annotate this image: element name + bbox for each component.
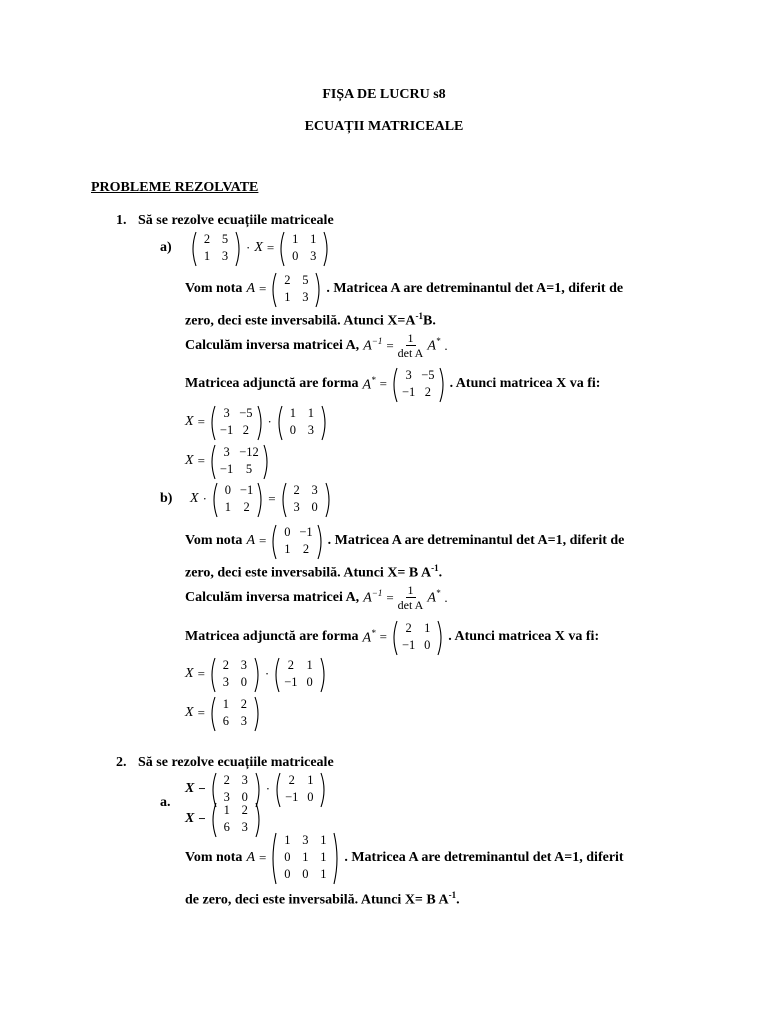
right-paren <box>235 231 242 267</box>
line-1b-adj <box>185 620 599 654</box>
matrix-cell: 3 <box>307 423 314 437</box>
right-paren <box>317 524 324 560</box>
matrix-b-A-repeat <box>270 524 323 558</box>
left-paren <box>280 482 287 518</box>
right-paren <box>323 231 330 267</box>
matrix-cell: 3 <box>223 445 230 459</box>
line-1b-zero <box>185 563 442 582</box>
matrix-cell: 3 <box>240 714 248 728</box>
right-paren <box>325 482 332 518</box>
matrix-cell: 0 <box>306 675 313 689</box>
matrix-cell: 2 <box>243 500 250 514</box>
problem-1-text: Să se rezolve ecuațiile matriceale <box>138 213 334 228</box>
left-paren <box>209 657 216 693</box>
right-paren <box>320 657 327 693</box>
left-paren <box>270 832 277 885</box>
matrix-cell: 5 <box>245 462 253 476</box>
label-1b: b) <box>160 491 173 506</box>
matrix-cell: 0 <box>311 500 318 514</box>
matrix-cell: 6 <box>223 820 230 834</box>
matrix-a-B-repeat <box>276 405 328 439</box>
matrix-cell: 1 <box>302 850 309 864</box>
problem-2-number: 2. <box>116 755 127 770</box>
fraction-1-over-det: $\frac{1}{\text{det A}}$ <box>397 583 424 612</box>
var-a: A <box>246 281 255 296</box>
matrix-cell: 1 <box>307 406 314 420</box>
equals-op: = <box>379 376 387 391</box>
right-paren <box>333 832 340 885</box>
matrix-cell: 2 <box>424 385 432 399</box>
matrix-cell: −1 <box>401 638 416 652</box>
matrix-cell: 1 <box>320 833 327 847</box>
matrix-cell: 1 <box>284 542 291 556</box>
problem-2-text: Să se rezolve ecuațiile matriceale <box>138 755 334 770</box>
var-x: X <box>190 491 199 506</box>
vom-nota-1a: Vom nota <box>185 281 243 296</box>
right-paren <box>320 772 327 808</box>
matrix-cell: 3 <box>241 820 248 834</box>
period: . <box>444 337 448 353</box>
line-1b-x <box>185 657 327 691</box>
matrix-cell: −1 <box>401 385 416 399</box>
matrix-a-adj <box>391 367 446 401</box>
matrix-cell: 3 <box>240 658 248 672</box>
left-paren <box>278 231 285 267</box>
matrix-cell: 3 <box>293 500 300 514</box>
matrix-cell: 0 <box>224 483 232 497</box>
dot-op: · <box>202 491 207 506</box>
problem-1-heading <box>116 213 334 229</box>
section-heading: PROBLEME REZOLVATE <box>91 180 259 195</box>
matrix-cell: 2 <box>241 803 248 817</box>
matrix-cell: 0 <box>292 249 299 263</box>
det-text-2a: . Matricea A are detreminantul det A=1, diferit <box>344 849 624 865</box>
matrix-cell: 6 <box>222 714 230 728</box>
matrix-cell: 1 <box>310 232 317 246</box>
page-title: FIȘA DE LUCRU s8 <box>322 87 446 102</box>
label-2a: a. <box>160 795 171 810</box>
inv-sup-1b: -1 <box>431 563 439 573</box>
matrix-cell: 3 <box>302 833 309 847</box>
equals-op: = <box>197 705 205 720</box>
eq-2a-line2 <box>185 802 262 836</box>
var-x: X <box>185 705 194 720</box>
matrix-cell: 3 <box>302 290 309 304</box>
left-paren <box>190 231 197 267</box>
equals-op: = <box>386 589 394 605</box>
matrix-cell: 1 <box>289 406 296 420</box>
line-1a-adj <box>185 367 600 401</box>
equals-op: = <box>197 414 205 429</box>
matrix-cell: 1 <box>203 249 211 263</box>
matrix-cell: 3 <box>222 675 230 689</box>
matrix-cell: 5 <box>302 273 309 287</box>
matrix-cell: 1 <box>306 658 313 672</box>
right-paren <box>315 272 322 308</box>
eq-1a <box>160 231 330 265</box>
matrix-cell: 2 <box>240 697 248 711</box>
equals-op: = <box>197 453 205 468</box>
minus-op: − <box>198 811 206 826</box>
matrix-cell: −1 <box>299 525 313 539</box>
matrix-cell: 1 <box>424 621 431 635</box>
matrix-b-adj-repeat <box>273 657 326 691</box>
right-paren <box>321 405 328 441</box>
matrix-cell: −5 <box>239 406 253 420</box>
matrix-cell: 2 <box>302 542 310 556</box>
vom-nota-2a: Vom nota <box>185 849 243 865</box>
a-adjugate: A* <box>362 374 376 393</box>
matrix-cell: 0 <box>284 525 291 539</box>
line-2a-zero <box>185 890 460 909</box>
matrix-cell: −12 <box>239 445 259 459</box>
eq-1b <box>160 482 332 516</box>
matrix-cell: 3 <box>310 249 317 263</box>
var-a: A <box>246 849 255 865</box>
matrix-b-result <box>209 696 261 730</box>
zero-end-1b: . <box>438 565 443 581</box>
matrix-a-adj-repeat <box>209 405 264 439</box>
period: . <box>444 589 448 605</box>
matrix-2-result <box>210 802 262 836</box>
var-x: X <box>185 666 194 681</box>
var-x: X <box>185 414 194 429</box>
line-2a-vom <box>185 832 624 883</box>
det-text-1b: . Matricea A are detreminantul det A=1, diferit de <box>327 533 625 548</box>
page-subtitle: ECUAȚII MATRICEALE <box>304 119 464 134</box>
matrix-cell: 3 <box>223 406 230 420</box>
left-paren <box>209 444 216 480</box>
left-paren <box>391 620 398 656</box>
problem-1-number: 1. <box>116 213 127 228</box>
left-paren <box>270 272 277 308</box>
matrix-b-B <box>280 482 332 516</box>
matrix-cell: 2 <box>287 658 295 672</box>
line-1a-result <box>185 444 270 478</box>
left-paren <box>270 524 277 560</box>
matrix-cell: −5 <box>421 368 435 382</box>
equals-op: = <box>259 533 267 548</box>
matrix-cell: 0 <box>284 850 291 864</box>
line-1a-x <box>185 405 328 439</box>
adj-text-1b: Matricea adjunctă are forma <box>185 629 359 644</box>
a-adjugate: A* <box>427 336 441 354</box>
inv-sup-2a: -1 <box>448 890 457 900</box>
matrix-cell: 0 <box>241 790 248 804</box>
calc-text-1a: Calculăm inversa matricei A, <box>185 337 360 353</box>
matrix-cell: 2 <box>405 621 412 635</box>
var-a: A <box>246 533 255 548</box>
dot-op: · <box>267 414 272 429</box>
matrix-cell: 2 <box>284 273 291 287</box>
matrix-cell: 0 <box>424 638 431 652</box>
matrix-cell: 2 <box>203 232 211 246</box>
equals-op: = <box>197 666 205 681</box>
matrix-cell: 2 <box>222 658 230 672</box>
matrix-cell: 3 <box>311 483 318 497</box>
adj-text-1a: Matricea adjunctă are forma <box>185 376 359 391</box>
matrix-a-result <box>209 444 270 478</box>
line-1b-vom <box>185 524 624 558</box>
calc-text-1b: Calculăm inversa matricei A, <box>185 589 360 605</box>
matrix-b-B-repeat <box>209 657 261 691</box>
matrix-cell: 2 <box>293 483 300 497</box>
right-paren <box>254 657 261 693</box>
right-paren <box>437 620 444 656</box>
var-x: X <box>254 240 263 255</box>
label-1a: a) <box>160 240 172 255</box>
vom-nota-1b: Vom nota <box>185 533 243 548</box>
matrix-2-A <box>270 832 340 883</box>
matrix-cell: 3 <box>221 249 229 263</box>
matrix-cell: 0 <box>302 867 309 881</box>
matrix-cell: 3 <box>241 773 248 787</box>
matrix-cell: 5 <box>221 232 229 246</box>
line-1a-zero <box>185 311 436 330</box>
a-adjugate: A* <box>362 627 376 646</box>
matrix-cell: 2 <box>242 423 249 437</box>
left-paren <box>391 367 398 403</box>
a-inverse: $A^{-1}$ <box>363 336 383 354</box>
equals-op: = <box>266 240 275 255</box>
matrix-cell: 3 <box>405 368 412 382</box>
matrix-cell: −1 <box>239 483 254 497</box>
equals-op: = <box>259 281 267 296</box>
fraction-1-over-det: $\frac{1}{\text{det A}}$ <box>397 331 424 360</box>
matrix-cell: 1 <box>307 773 314 787</box>
matrix-cell: 3 <box>223 790 230 804</box>
dot-op: · <box>265 781 271 796</box>
a-inverse: $A^{-1}$ <box>363 588 383 606</box>
zero-text-1a: zero, deci este inversabilă. Atunci X=A <box>185 313 416 329</box>
zero-text-1b: zero, deci este inversabilă. Atunci X= B A <box>185 565 432 581</box>
dot-op: · <box>264 666 270 681</box>
right-paren <box>257 482 264 518</box>
a-adjugate: A* <box>427 588 441 606</box>
matrix-cell: −1 <box>219 423 234 437</box>
matrix-cell: 1 <box>222 697 230 711</box>
right-paren <box>439 367 446 403</box>
det-text-1a: . Matricea A are detreminantul det A=1, diferit de <box>326 281 624 296</box>
zero-end-1a: B. <box>423 313 436 329</box>
matrix-cell: 0 <box>307 790 314 804</box>
matrix-cell: −1 <box>219 462 234 476</box>
zero-end-2a: . <box>456 892 460 908</box>
line-1a-vom <box>185 272 623 306</box>
matrix-cell: 0 <box>284 867 291 881</box>
right-paren <box>257 405 264 441</box>
equals-op: = <box>259 849 267 865</box>
minus-op: − <box>198 781 206 796</box>
matrix-cell: 1 <box>224 500 232 514</box>
var-x: X <box>185 453 194 468</box>
right-paren <box>263 444 270 480</box>
dot-op: · <box>246 240 251 255</box>
matrix-cell: 0 <box>289 423 296 437</box>
left-paren <box>274 772 281 808</box>
matrix-cell: 1 <box>223 803 230 817</box>
matrix-cell: 1 <box>320 850 327 864</box>
matrix-b-A <box>211 482 264 516</box>
matrix-cell: −1 <box>285 790 299 804</box>
matrix-a-A <box>190 231 242 265</box>
matrix-cell: 1 <box>292 232 299 246</box>
right-paren <box>254 696 261 732</box>
left-paren <box>209 405 216 441</box>
var-x: X <box>185 781 195 796</box>
eq-2a-line1 <box>185 772 327 806</box>
var-x: X <box>185 811 195 826</box>
matrix-cell: −1 <box>284 675 298 689</box>
inv-sup-1a: -1 <box>415 311 424 321</box>
matrix-2-adj <box>274 772 327 806</box>
matrix-a-B <box>278 231 330 265</box>
left-paren <box>273 657 280 693</box>
left-paren <box>209 696 216 732</box>
matrix-cell: 1 <box>320 867 327 881</box>
equals-op: = <box>379 629 387 644</box>
matrix-2-B <box>210 772 262 806</box>
matrix-b-adj <box>391 620 444 654</box>
matrix-cell: 1 <box>284 833 291 847</box>
matrix-cell: 0 <box>240 675 248 689</box>
problem-2-heading <box>116 755 334 771</box>
left-paren <box>276 405 283 441</box>
equals-op: = <box>386 337 394 353</box>
line-1a-calc <box>185 331 448 360</box>
line-1b-calc <box>185 583 448 612</box>
atunci-text-1b: . Atunci matricea X va fi: <box>448 629 600 644</box>
line-1b-result <box>185 696 261 730</box>
matrix-cell: 2 <box>288 773 295 787</box>
equals-op: = <box>268 491 276 506</box>
left-paren <box>211 482 218 518</box>
matrix-cell: 2 <box>223 773 230 787</box>
matrix-cell: 1 <box>284 290 291 304</box>
matrix-a-A-repeat <box>270 272 322 306</box>
atunci-text-1a: . Atunci matricea X va fi: <box>449 376 601 391</box>
zero-text-2a: de zero, deci este inversabilă. Atunci X= B A <box>185 892 449 908</box>
